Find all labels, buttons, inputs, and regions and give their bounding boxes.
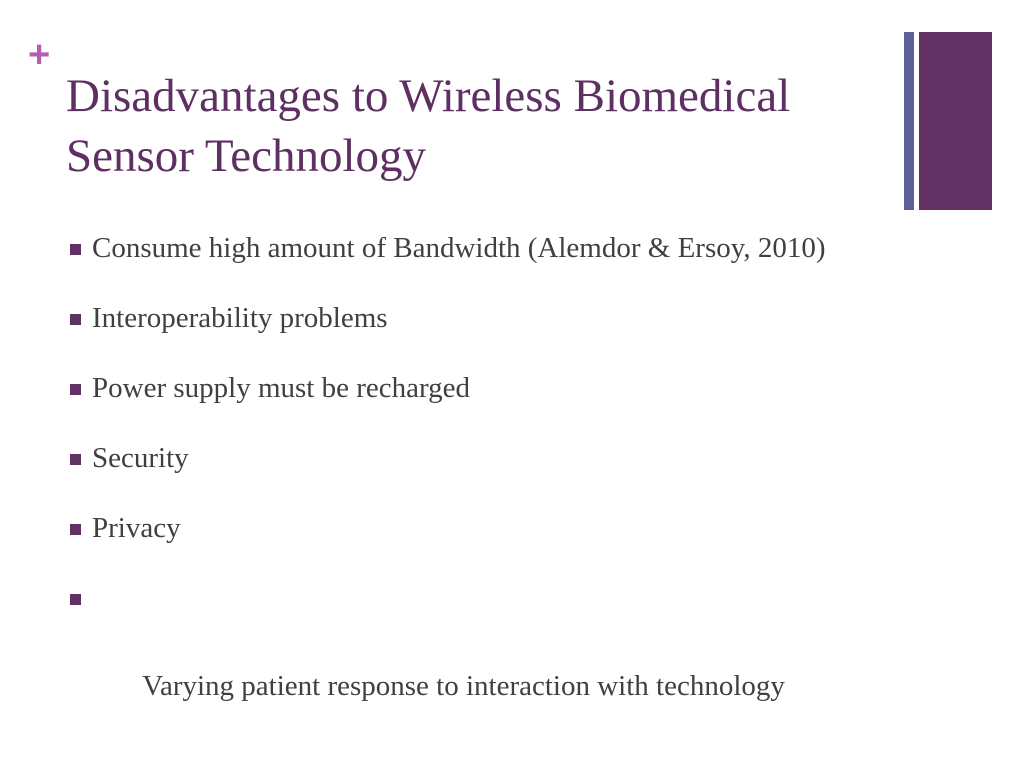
bullet-list [68,226,888,768]
bullet-text: Security [92,442,189,474]
slide-title: Disadvantages to Wireless Biomedical Sensor Technology [66,70,791,182]
square-bullet-icon [70,314,81,325]
bullet-text: Consume high amount of Bandwidth (Alemdor & Ersoy, 2010) [92,232,826,264]
accent-bar-wide [919,32,992,210]
plus-icon: + [28,34,51,76]
bullet-text: Privacy [92,512,181,544]
square-bullet-icon [70,454,81,465]
list-item [68,296,888,340]
bullet-text: Interoperability problems [92,302,388,334]
list-item [68,436,888,480]
list-item [68,226,888,270]
list-item [68,506,888,550]
square-bullet-icon [70,384,81,395]
square-bullet-icon [70,594,81,605]
bullet-text: Power supply must be recharged [92,372,470,404]
accent-bar-thin [904,32,914,210]
square-bullet-icon [70,244,81,255]
bullet-text: Varying patient response to interaction with technology [135,670,785,702]
square-bullet-icon [70,524,81,535]
list-item [68,576,888,752]
list-item [68,366,888,410]
